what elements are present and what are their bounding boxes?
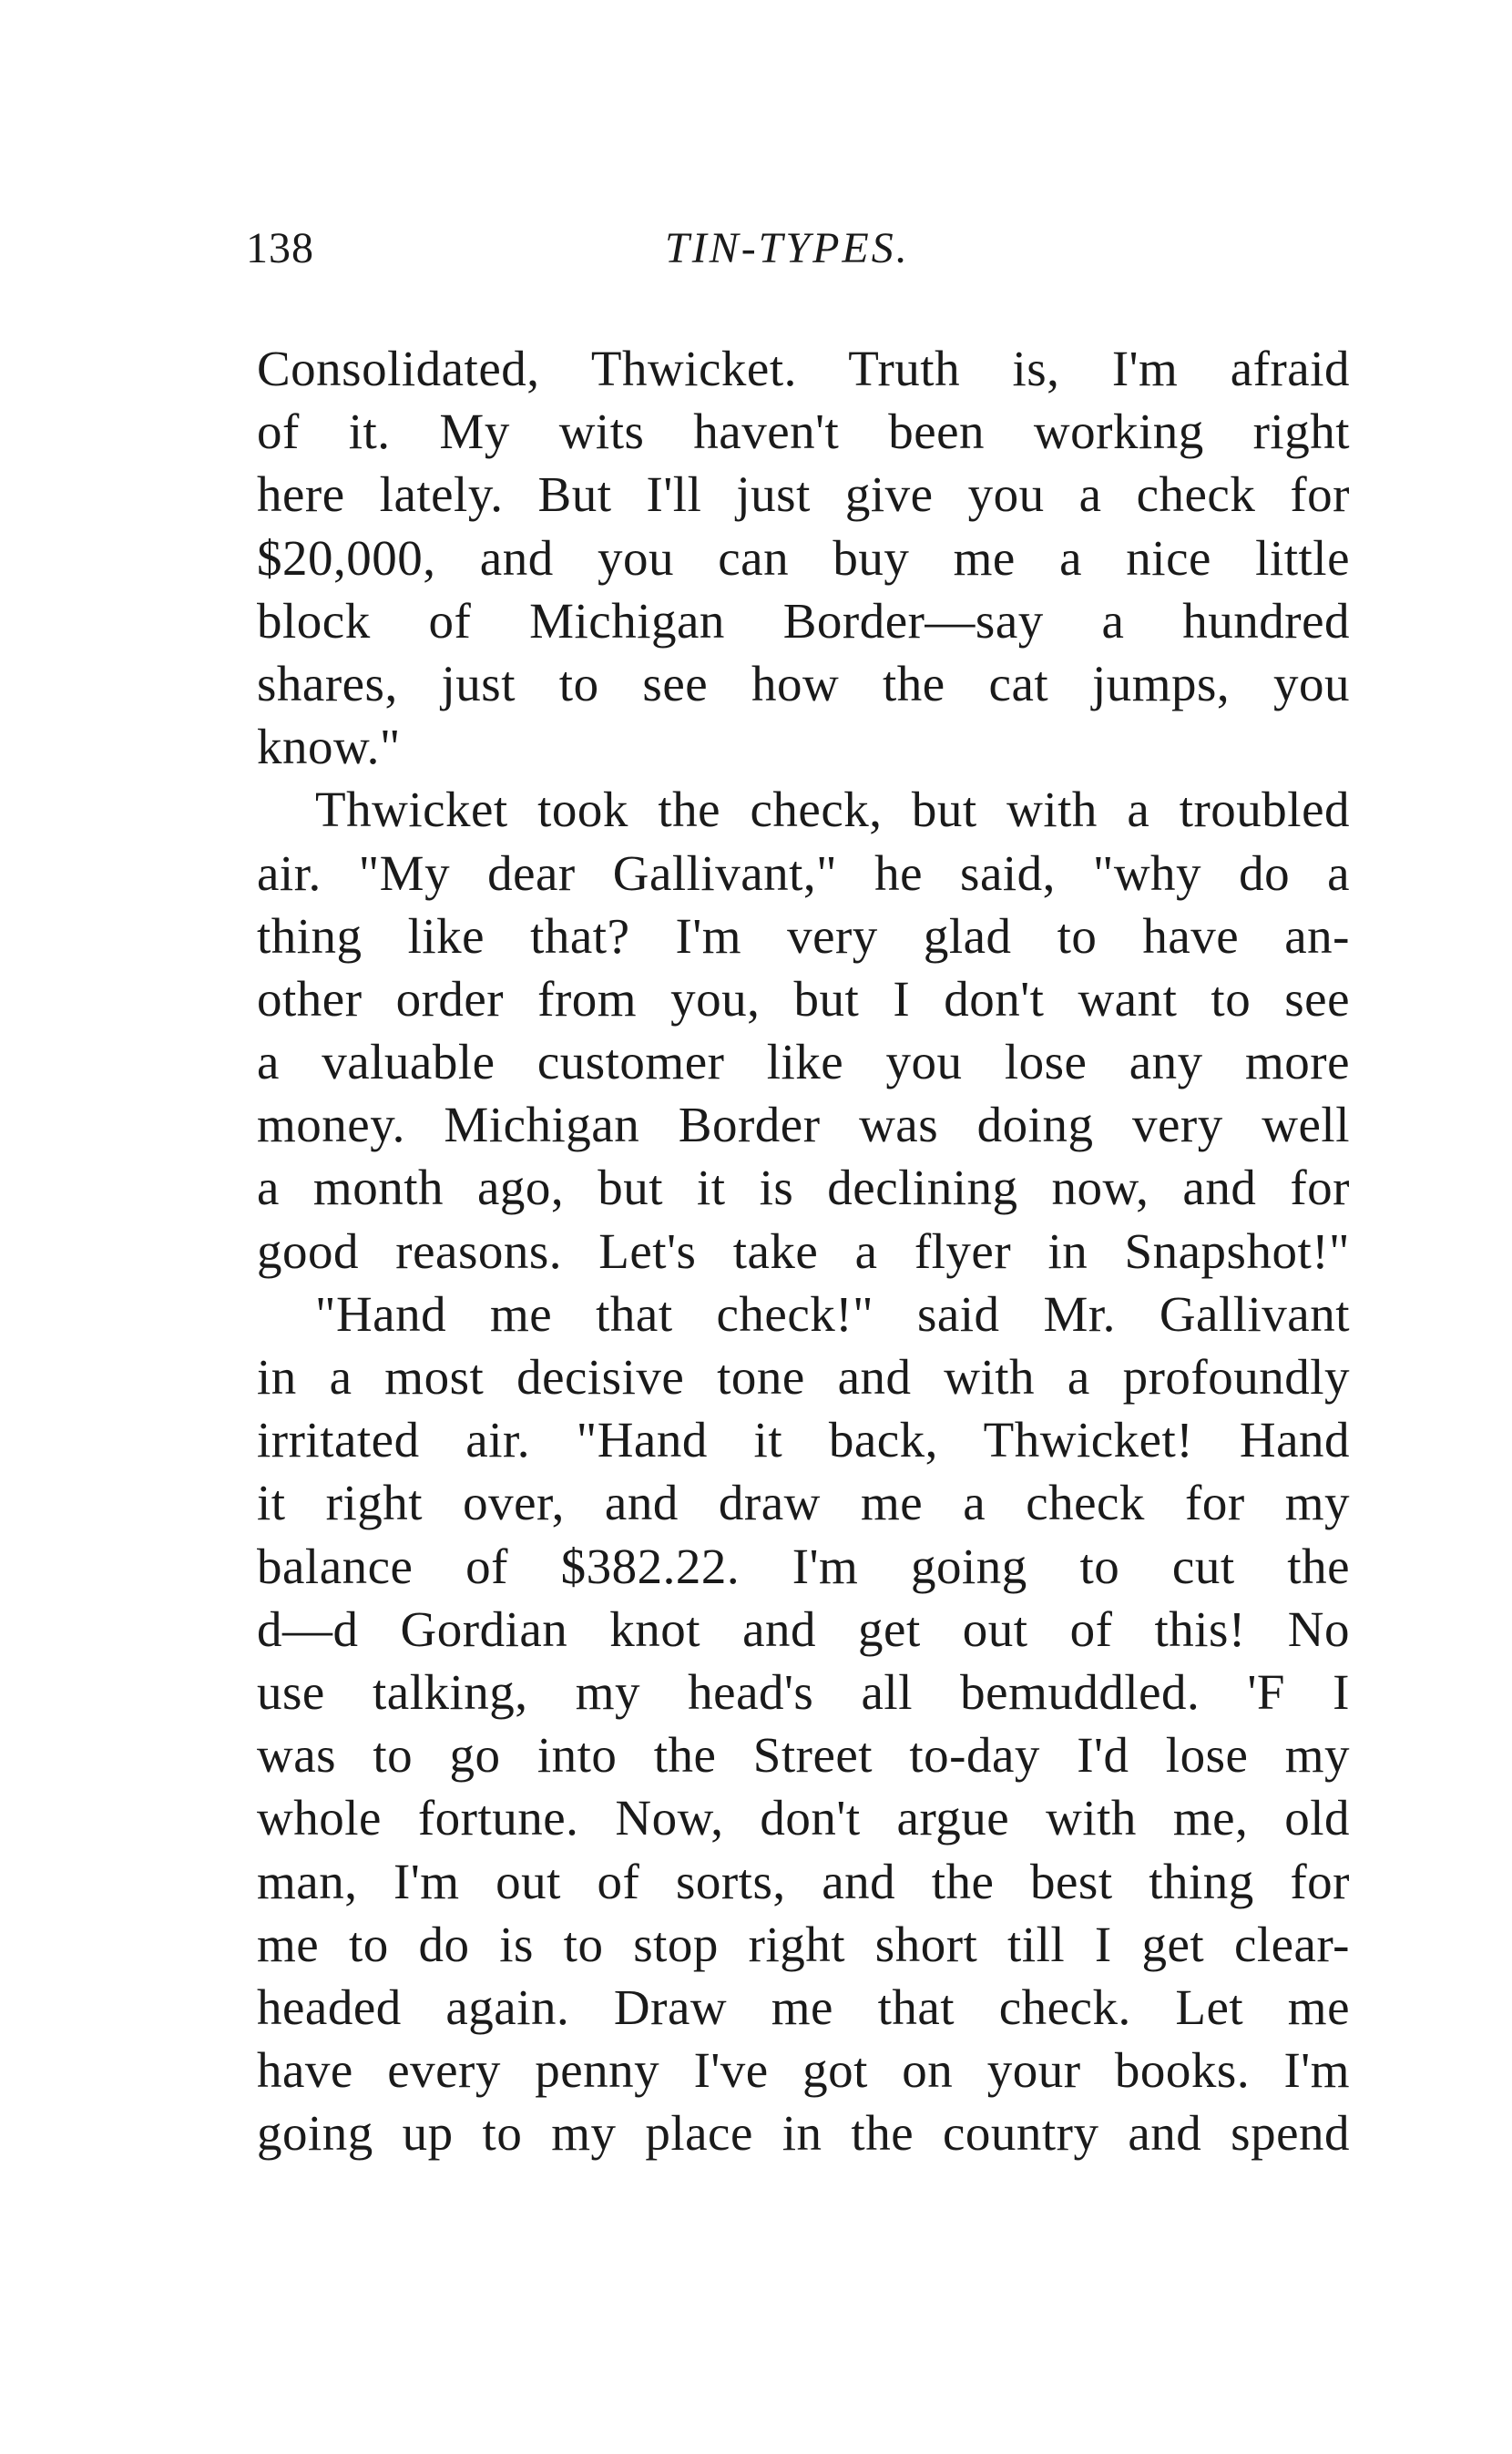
text-line: have every penny I've got on your books. I'm: [257, 2042, 1350, 2099]
text-line: irritated air. "Hand it back, Thwicket! Hand: [257, 1412, 1350, 1468]
text-line: a valuable customer like you lose any more: [257, 1034, 1350, 1090]
text-line: other order from you, but I don't want to see: [257, 970, 1350, 1027]
text-line: air. "My dear Gallivant," he said, "why do a: [257, 844, 1350, 901]
text-line: know.": [257, 719, 401, 775]
paragraph-first-line: "Hand me that check!" said Mr. Gallivant: [315, 1285, 1350, 1342]
text-line: balance of $382.22. I'm going to cut the: [257, 1538, 1350, 1594]
text-line: use talking, my head's all bemuddled. 'F I: [257, 1663, 1350, 1720]
text-line: was to go into the Street to-day I'd lose my: [257, 1727, 1350, 1784]
text-line: money. Michigan Border was doing very well: [257, 1097, 1350, 1153]
text-line: shares, just to see how the cat jumps, you: [257, 655, 1350, 711]
running-title: TIN-TYPES.: [665, 224, 910, 272]
text-line: d—d Gordian knot and get out of this! No: [257, 1600, 1350, 1657]
text-line: headed again. Draw me that check. Let me: [257, 1979, 1350, 2035]
text-line: man, I'm out of sorts, and the best thing for: [257, 1853, 1350, 1909]
text-line: going up to my place in the country and spend: [257, 2105, 1350, 2162]
body-text: [257, 337, 1350, 2164]
text-line: Consolidated, Thwicket. Truth is, I'm afraid: [257, 341, 1350, 396]
text-line: of it. My wits haven't been working right: [257, 404, 1350, 460]
text-line: it right over, and draw me a check for my: [257, 1475, 1350, 1531]
text-line: $20,000, and you can buy me a nice little: [257, 529, 1350, 586]
text-line: whole fortune. Now, don't argue with me, old: [257, 1790, 1350, 1846]
running-head: [246, 223, 1348, 287]
text-line: a month ago, but it is declining now, and for: [257, 1160, 1350, 1216]
text-line: in a most decisive tone and with a profoundly: [257, 1349, 1350, 1405]
page-number: 138: [246, 224, 314, 272]
text-line: me to do is to stop right short till I get clear-: [257, 1916, 1350, 1972]
text-line: block of Michigan Border—say a hundred: [257, 592, 1350, 649]
paragraph-first-line: Thwicket took the check, but with a troubled: [315, 782, 1350, 838]
text-line: here lately. But I'll just give you a check for: [257, 466, 1350, 523]
text-line: good reasons. Let's take a flyer in Snapshot!": [257, 1222, 1350, 1279]
text-line: thing like that? I'm very glad to have an-: [257, 907, 1350, 964]
